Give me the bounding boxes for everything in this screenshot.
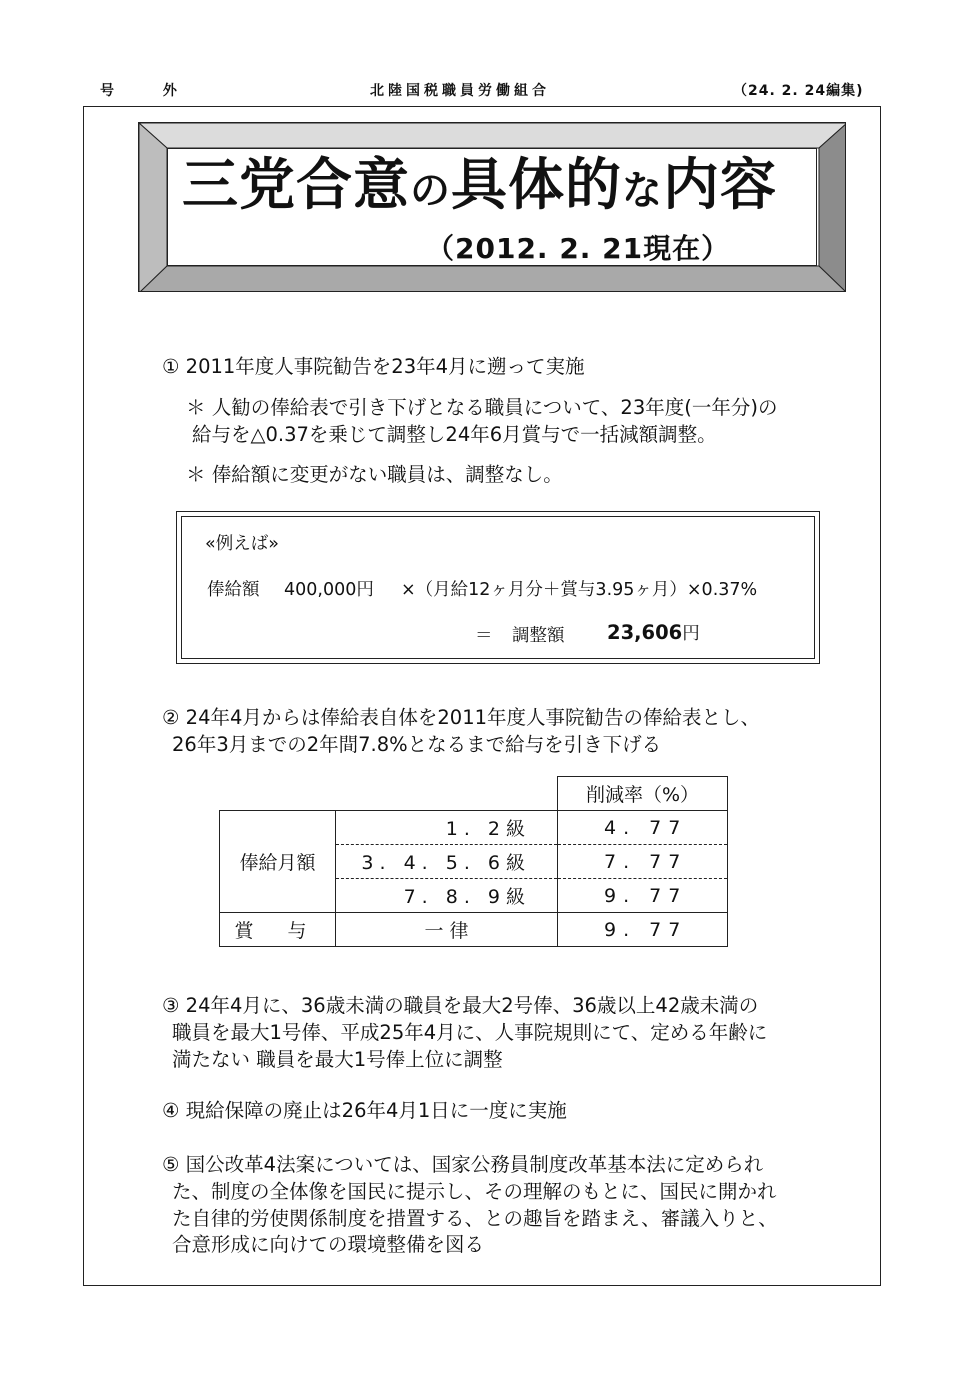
table-grade: 3. 4. 5. 6級 (336, 845, 558, 879)
item-5-line-2: た、制度の全体像を国民に提示し、その理解のもとに、国民に開かれ (172, 1180, 777, 1203)
item-3-line-2: 職員を最大1号俸、平成25年4月に、人事院規則にて、定める年齢に (172, 1021, 768, 1044)
table-rate: 9. 77 (558, 879, 728, 913)
title-part-4: な (622, 168, 663, 214)
table-group-label: 俸給月額 (220, 811, 336, 913)
example-formula: ×（月給12ヶ月分＋賞与3.95ヶ月）×0.37% (401, 580, 758, 600)
table-bonus-grade: 一 律 (336, 913, 558, 947)
table-row (220, 913, 728, 947)
table-rate: 4. 77 (558, 811, 728, 845)
title-part-5: 内容 (663, 153, 777, 218)
item-1-note-2: ＊ 俸給額に変更がない職員は、調整なし。 (186, 463, 563, 486)
header-date: （24. 2. 24編集) (733, 83, 864, 99)
table-row (220, 811, 728, 845)
item-2-line-2: 26年3月までの2年間7.8%となるまで給与を引き下げる (172, 733, 662, 756)
page-subtitle: （2012. 2. 21現在） (426, 232, 731, 265)
table-bonus-label: 賞 与 (220, 913, 336, 947)
item-1-note-1-line-2: 給与を△0.37を乗じて調整し24年6月賞与で一括減額調整。 (192, 423, 717, 446)
item-1: ① 2011年度人事院勧告を23年4月に遡って実施 (162, 355, 585, 378)
item-5-line-1: ⑤ 国公改革4法案については、国家公務員制度改革基本法に定められ (162, 1153, 764, 1176)
table-header-row (220, 777, 728, 811)
title-part-1: 三党合意 (182, 153, 410, 218)
page-title (182, 155, 777, 217)
item-3-line-1: ③ 24年4月に、36歳未満の職員を最大2号俸、36歳以上42歳未満の (162, 994, 759, 1017)
example-adjust-value: 23,606 (607, 621, 683, 644)
item-4: ④ 現給保障の廃止は26年4月1日に一度に実施 (162, 1099, 567, 1122)
header-union-name: 北陸国税職員労働組合 (370, 83, 550, 99)
title-part-3: 具体的 (451, 153, 622, 218)
table-header-rate: 削減率（%） (558, 777, 728, 811)
table-grade: 7. 8. 9級 (336, 879, 558, 913)
title-panel (167, 148, 817, 266)
example-equals: ＝ (475, 626, 493, 646)
example-salary-value: 400,000円 (284, 580, 374, 600)
title-plaque (138, 122, 846, 292)
item-1-note-1-line-1: ＊ 人勧の俸給表で引き下げとなる職員について、23年度(一年分)の (186, 396, 778, 419)
example-adjust-unit: 円 (682, 624, 700, 644)
table-grade: 1. 2級 (336, 811, 558, 845)
example-adjust-amount (607, 620, 700, 645)
reduction-rate-table (219, 776, 728, 947)
title-part-2: の (410, 168, 451, 214)
example-adjust-label: 調整額 (512, 626, 565, 646)
header-issue-label: 号 外 (100, 83, 199, 99)
table-bonus-rate: 9. 77 (558, 913, 728, 947)
item-5-line-3: た自律的労使関係制度を措置する、との趣旨を踏まえ、審議入りと、 (172, 1207, 778, 1230)
example-box (176, 511, 820, 664)
table-rate: 7. 77 (558, 845, 728, 879)
example-label: «例えば» (205, 534, 279, 554)
item-3-line-3: 満たない 職員を最大1号俸上位に調整 (172, 1048, 503, 1071)
item-5-line-4: 合意形成に向けての環境整備を図る (172, 1233, 485, 1256)
example-salary-label: 俸給額 (207, 580, 260, 600)
item-2-line-1: ② 24年4月からは俸給表自体を2011年度人事院勧告の俸給表とし、 (162, 706, 761, 729)
